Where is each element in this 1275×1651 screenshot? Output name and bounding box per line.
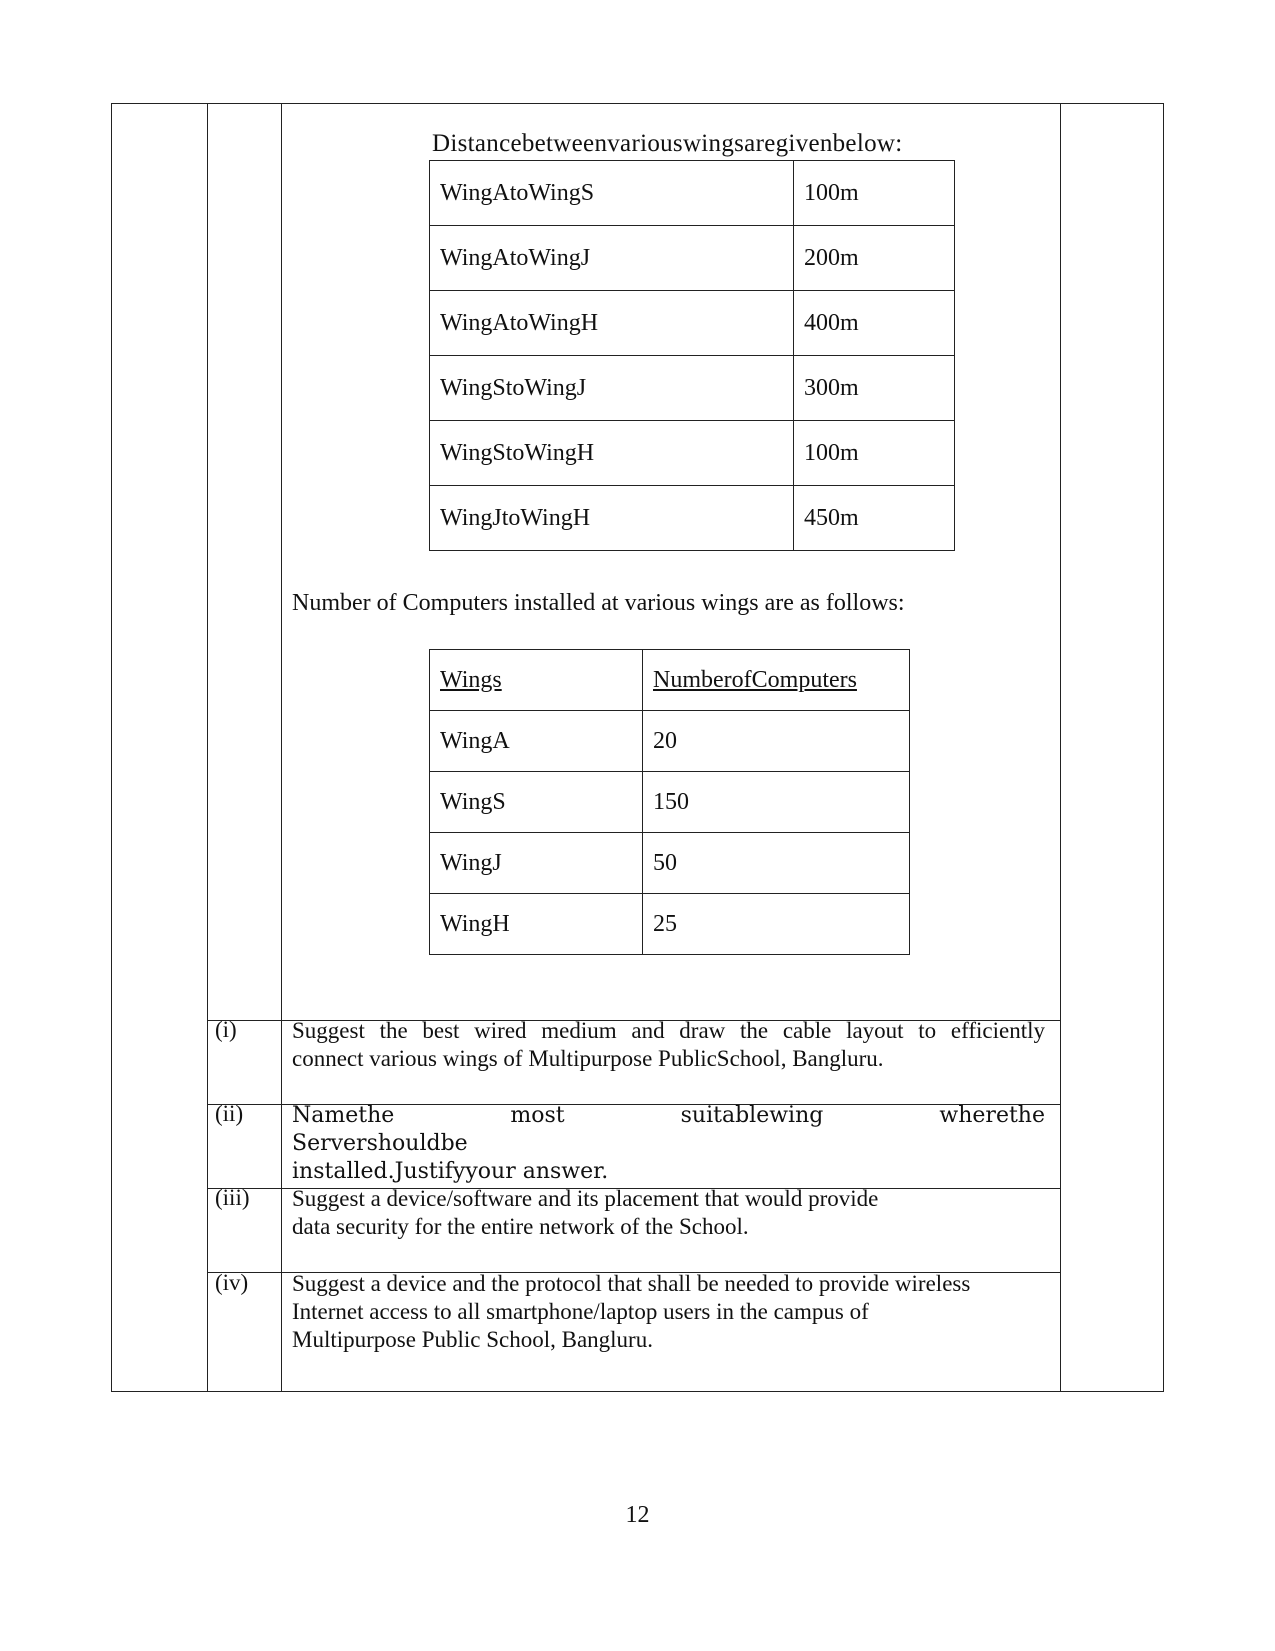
question-line: Multipurpose Public School, Bangluru. bbox=[292, 1327, 653, 1352]
table-header-row bbox=[430, 650, 910, 711]
wing-cell: WingA bbox=[430, 711, 643, 772]
question-number: (i) bbox=[215, 1017, 237, 1042]
distance-cell: 200m bbox=[794, 226, 955, 291]
question-text bbox=[292, 1185, 1045, 1241]
wing-cell: WingJ bbox=[430, 833, 643, 894]
table-row bbox=[430, 772, 910, 833]
table-row bbox=[430, 894, 910, 955]
route-cell: WingStoWingH bbox=[430, 421, 794, 486]
table-row bbox=[430, 226, 955, 291]
question-line: Namethe most suitablewing wherethe Servershouldbe bbox=[292, 1103, 1045, 1156]
question-line: Internet access to all smartphone/laptop users in the campus of bbox=[292, 1299, 869, 1324]
question-line: Suggest a device and the protocol that shall be needed to provide wireless bbox=[292, 1271, 971, 1296]
computers-caption: Number of Computers installed at various wings are as follows: bbox=[292, 590, 905, 616]
table-row bbox=[430, 833, 910, 894]
distance-cell: 300m bbox=[794, 356, 955, 421]
route-cell: WingJtoWingH bbox=[430, 486, 794, 551]
distance-caption: Distancebetweenvariouswingsaregivenbelow: bbox=[432, 130, 903, 157]
wing-cell: WingS bbox=[430, 772, 643, 833]
table-row bbox=[430, 486, 955, 551]
question-frame bbox=[111, 103, 1164, 1392]
distance-cell: 100m bbox=[794, 161, 955, 226]
route-cell: WingAtoWingH bbox=[430, 291, 794, 356]
route-cell: WingAtoWingJ bbox=[430, 226, 794, 291]
question-number: (iv) bbox=[215, 1270, 249, 1295]
question-line: data security for the entire network of the School. bbox=[292, 1214, 749, 1239]
route-cell: WingStoWingJ bbox=[430, 356, 794, 421]
question-text bbox=[292, 1270, 1045, 1354]
column-divider bbox=[281, 104, 282, 1391]
column-divider bbox=[207, 104, 208, 1391]
question-number: (iii) bbox=[215, 1185, 250, 1210]
table-row bbox=[430, 711, 910, 772]
table-row bbox=[430, 291, 955, 356]
question-line: Suggest a device/software and its placement that would provide bbox=[292, 1186, 879, 1211]
question-line: installed.Justifyyour answer. bbox=[292, 1159, 609, 1184]
table-row bbox=[430, 161, 955, 226]
computers-table bbox=[429, 649, 910, 955]
distance-cell: 450m bbox=[794, 486, 955, 551]
count-cell: 25 bbox=[643, 894, 910, 955]
question-text bbox=[292, 1102, 1045, 1186]
distance-cell: 100m bbox=[794, 421, 955, 486]
question-line: connect various wings of Multipurpose PublicSchool, Bangluru. bbox=[292, 1046, 884, 1071]
count-cell: 150 bbox=[643, 772, 910, 833]
page-number: 12 bbox=[625, 1502, 650, 1528]
route-cell: WingAtoWingS bbox=[430, 161, 794, 226]
question-line: Suggest the best wired medium and draw the cable layout to efficiently bbox=[292, 1018, 1045, 1043]
table-row bbox=[430, 421, 955, 486]
wing-cell: WingH bbox=[430, 894, 643, 955]
count-cell: 50 bbox=[643, 833, 910, 894]
question-number: (ii) bbox=[215, 1101, 244, 1126]
distance-cell: 400m bbox=[794, 291, 955, 356]
distance-table bbox=[429, 160, 955, 551]
question-text bbox=[292, 1017, 1045, 1073]
column-divider bbox=[1060, 104, 1061, 1391]
column-header: NumberofComputers bbox=[643, 650, 910, 711]
table-row bbox=[430, 356, 955, 421]
count-cell: 20 bbox=[643, 711, 910, 772]
column-header: Wings bbox=[430, 650, 643, 711]
